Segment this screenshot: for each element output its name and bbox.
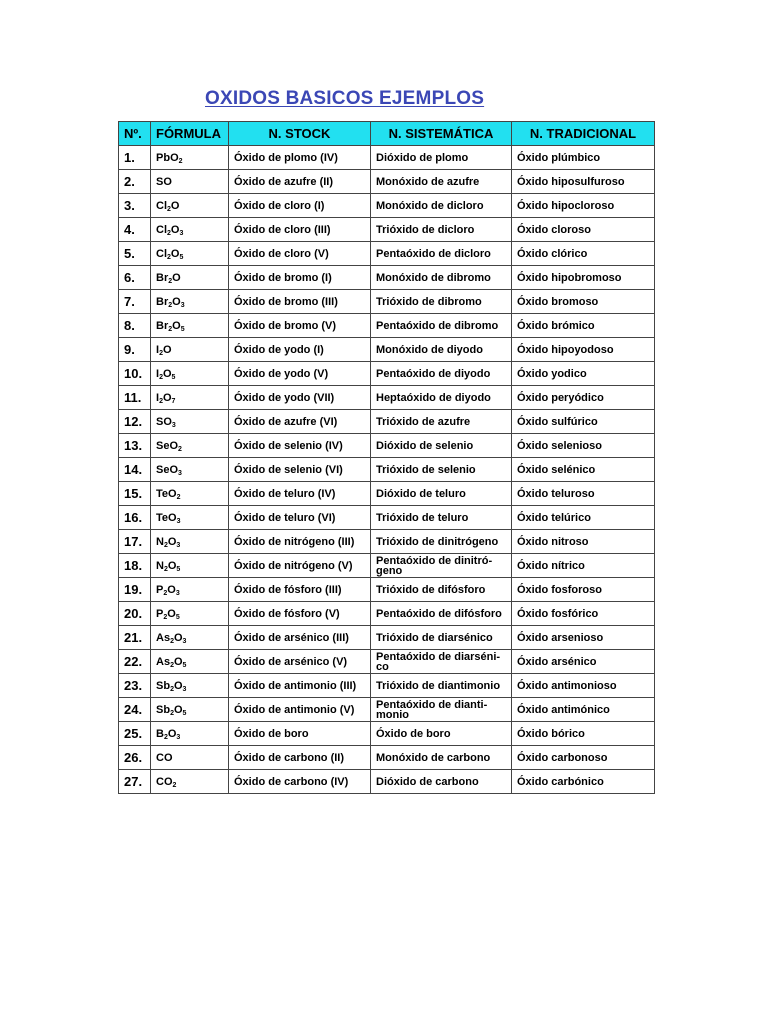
row-number: 15. [119,482,151,506]
systematic-name-text: Pentaóxido de dibromo [376,319,499,332]
systematic-name-text: Trióxido de diarsénico [376,631,493,644]
row-stock-name: Óxido de bromo (I) [229,266,371,290]
row-traditional-name: Óxido hipobromoso [512,266,655,290]
row-stock-name: Óxido de plomo (IV) [229,146,371,170]
row-systematic-name [371,554,512,578]
row-number: 26. [119,746,151,770]
row-number: 17. [119,530,151,554]
row-number: 20. [119,602,151,626]
row-stock-name: Óxido de yodo (V) [229,362,371,386]
formula-symbol: O [173,679,183,692]
row-number: 9. [119,338,151,362]
formula-symbol: O [170,151,179,164]
table-row [119,746,655,770]
row-traditional-name: Óxido arsenioso [512,626,655,650]
table-row [119,506,655,530]
formula-subscript: 2 [168,325,173,333]
row-systematic-name [371,170,512,194]
formula-symbol: O [172,295,181,308]
row-systematic-name [371,602,512,626]
row-number: 7. [119,290,151,314]
row-stock-name: Óxido de bromo (III) [229,290,371,314]
table-row [119,530,655,554]
row-traditional-name: Óxido carbonoso [512,746,655,770]
row-formula [151,146,229,170]
table-row [119,482,655,506]
row-stock-name: Óxido de teluro (IV) [229,482,371,506]
formula-symbol: Br [156,319,169,332]
formula-symbol: I [156,343,160,356]
row-systematic-name [371,458,512,482]
formula-subscript: 2 [159,349,163,357]
oxides-table [118,121,655,794]
row-systematic-name [371,218,512,242]
row-systematic-name [371,578,512,602]
formula-symbol: Br [156,271,169,284]
row-formula [151,722,229,746]
row-traditional-name: Óxido selenioso [512,434,655,458]
formula-subscript: 2 [163,565,168,573]
row-number: 23. [119,674,151,698]
row-systematic-name [371,146,512,170]
row-formula [151,386,229,410]
row-stock-name: Óxido de carbono (II) [229,746,371,770]
formula-subscript: 2 [163,733,168,741]
row-formula [151,578,229,602]
formula-symbol: As [156,655,171,668]
table-row [119,362,655,386]
formula-subscript: 5 [179,253,184,261]
formula-subscript: 2 [167,229,171,237]
header-formula: FÓRMULA [151,122,229,146]
row-number: 2. [119,170,151,194]
row-systematic-name [371,314,512,338]
table-header-row [119,122,655,146]
row-traditional-name: Óxido hipocloroso [512,194,655,218]
formula-symbol: SeO [156,439,179,452]
row-stock-name: Óxido de arsénico (III) [229,626,371,650]
formula-subscript: 2 [163,613,168,621]
row-traditional-name: Óxido bromoso [512,290,655,314]
row-traditional-name: Óxido carbónico [512,770,655,794]
formula-symbol: N [156,559,164,572]
formula-subscript: 2 [168,301,173,309]
table-row [119,722,655,746]
systematic-name-text: Pentaóxido de dinitró-geno [376,554,493,577]
row-traditional-name: Óxido antimónico [512,698,655,722]
formula-subscript: 3 [176,517,181,525]
formula-symbol: As [156,631,171,644]
row-formula [151,170,229,194]
row-systematic-name [371,242,512,266]
formula-symbol: O [170,247,180,260]
row-number: 14. [119,458,151,482]
row-systematic-name [371,410,512,434]
row-formula [151,530,229,554]
formula-subscript: 2 [167,205,171,213]
row-stock-name: Óxido de yodo (I) [229,338,371,362]
formula-symbol: P [156,583,164,596]
formula-subscript: 5 [182,709,187,717]
formula-subscript: 2 [178,445,182,453]
table-row [119,698,655,722]
formula-subscript: 3 [179,229,184,237]
row-systematic-name [371,194,512,218]
row-traditional-name: Óxido fosforoso [512,578,655,602]
table-row [119,626,655,650]
table-row [119,386,655,410]
row-stock-name: Óxido de nitrógeno (III) [229,530,371,554]
formula-subscript: 5 [182,661,187,669]
table-row [119,770,655,794]
systematic-name-text: Trióxido de difósforo [376,583,486,596]
systematic-name-text: Pentaóxido de dianti-monio [376,698,488,721]
formula-symbol: O [170,223,180,236]
row-traditional-name: Óxido antimonioso [512,674,655,698]
row-traditional-name: Óxido peryódico [512,386,655,410]
formula-symbol: TeO [156,487,177,500]
formula-subscript: 5 [180,325,185,333]
header-number: Nº. [119,122,151,146]
row-number: 22. [119,650,151,674]
formula-symbol: O [162,367,172,380]
formula-symbol: TeO [156,511,177,524]
formula-subscript: 2 [163,541,168,549]
formula-subscript: 7 [171,397,176,405]
systematic-name-text: Trióxido de dinitrógeno [376,535,499,548]
formula-symbol: O [167,535,177,548]
row-traditional-name: Óxido cloroso [512,218,655,242]
row-stock-name: Óxido de selenio (IV) [229,434,371,458]
row-systematic-name [371,746,512,770]
formula-symbol: Cl [156,199,167,212]
row-stock-name: Óxido de azufre (VI) [229,410,371,434]
formula-symbol: Cl [156,223,167,236]
row-formula [151,602,229,626]
systematic-name-text: Trióxido de dicloro [376,223,475,236]
formula-subscript: 3 [176,733,181,741]
formula-subscript: 2 [176,493,181,501]
systematic-name-text: Trióxido de selenio [376,463,476,476]
formula-symbol: P [156,607,164,620]
row-systematic-name [371,362,512,386]
formula-subscript: 5 [175,613,180,621]
systematic-name-text: Monóxido de carbono [376,751,491,764]
systematic-name-text: Trióxido de dibromo [376,295,482,308]
formula-symbol: O [173,655,183,668]
row-formula [151,626,229,650]
formula-symbol: Cl [156,247,167,260]
row-number: 5. [119,242,151,266]
systematic-name-text: Pentaóxido de dicloro [376,247,491,260]
formula-subscript: 3 [178,469,182,477]
row-stock-name: Óxido de nitrógeno (V) [229,554,371,578]
row-number: 8. [119,314,151,338]
row-systematic-name [371,434,512,458]
table-row [119,314,655,338]
row-systematic-name [371,266,512,290]
row-formula [151,482,229,506]
table-row [119,602,655,626]
row-formula [151,770,229,794]
row-systematic-name [371,770,512,794]
formula-subscript: 2 [172,781,177,789]
formula-subscript: 3 [171,421,176,429]
row-systematic-name [371,722,512,746]
row-number: 6. [119,266,151,290]
formula-subscript: 2 [170,637,174,645]
row-number: 3. [119,194,151,218]
table-row [119,458,655,482]
row-traditional-name: Óxido fosfórico [512,602,655,626]
row-formula [151,650,229,674]
formula-subscript: 5 [176,565,181,573]
formula-symbol: O [172,271,181,284]
row-traditional-name: Óxido clórico [512,242,655,266]
row-stock-name: Óxido de boro [229,722,371,746]
table-row [119,554,655,578]
systematic-name-text: Pentaóxido de difósforo [376,607,502,620]
row-stock-name: Óxido de selenio (VI) [229,458,371,482]
row-stock-name: Óxido de cloro (V) [229,242,371,266]
row-stock-name: Óxido de carbono (IV) [229,770,371,794]
row-number: 11. [119,386,151,410]
row-traditional-name: Óxido hiposulfuroso [512,170,655,194]
row-stock-name: Óxido de fósforo (V) [229,602,371,626]
systematic-name-text: Monóxido de diyodo [376,343,483,356]
formula-symbol: Br [156,295,169,308]
row-formula [151,674,229,698]
formula-symbol: O [167,583,176,596]
formula-subscript: 2 [178,157,183,165]
row-number: 4. [119,218,151,242]
row-formula [151,290,229,314]
systematic-name-text: Dióxido de carbono [376,775,479,788]
formula-symbol: O [172,319,181,332]
header-stock: N. STOCK [229,122,371,146]
row-systematic-name [371,338,512,362]
formula-subscript: 3 [176,541,181,549]
row-traditional-name: Óxido telúrico [512,506,655,530]
formula-symbol: O [167,727,177,740]
row-number: 1. [119,146,151,170]
table-row [119,578,655,602]
formula-symbol: CO [156,775,173,788]
formula-symbol: O [162,391,172,404]
table-row [119,170,655,194]
row-formula [151,434,229,458]
formula-symbol: B [156,727,164,740]
row-traditional-name: Óxido selénico [512,458,655,482]
formula-subscript: 2 [163,589,168,597]
row-number: 16. [119,506,151,530]
systematic-name-text: Dióxido de selenio [376,439,474,452]
row-formula [151,218,229,242]
row-stock-name: Óxido de antimonio (V) [229,698,371,722]
row-stock-name: Óxido de yodo (VII) [229,386,371,410]
table-row [119,266,655,290]
formula-symbol: O [170,199,180,212]
row-formula [151,410,229,434]
row-formula [151,506,229,530]
row-number: 19. [119,578,151,602]
systematic-name-text: Trióxido de azufre [376,415,471,428]
formula-subscript: 2 [168,277,173,285]
systematic-name-text: Dióxido de plomo [376,151,469,164]
formula-symbol: O [167,607,176,620]
row-systematic-name [371,650,512,674]
row-systematic-name [371,530,512,554]
formula-symbol: SO [156,175,172,188]
row-formula [151,698,229,722]
formula-symbol: Pb [156,151,171,164]
row-systematic-name [371,506,512,530]
row-number: 21. [119,626,151,650]
row-systematic-name [371,386,512,410]
row-traditional-name: Óxido hipoyodoso [512,338,655,362]
row-systematic-name [371,698,512,722]
formula-subscript: 2 [170,685,174,693]
row-systematic-name [371,290,512,314]
formula-symbol: SO [156,415,172,428]
row-formula [151,746,229,770]
row-stock-name: Óxido de arsénico (V) [229,650,371,674]
row-number: 18. [119,554,151,578]
systematic-name-text: Óxido de boro [376,727,451,740]
row-traditional-name: Óxido yodico [512,362,655,386]
table-row [119,410,655,434]
table-row [119,434,655,458]
page-title: OXIDOS BASICOS EJEMPLOS [205,88,485,109]
row-formula [151,242,229,266]
row-traditional-name: Óxido plúmbico [512,146,655,170]
row-formula [151,314,229,338]
row-systematic-name [371,626,512,650]
row-formula [151,194,229,218]
table-row [119,218,655,242]
row-number: 13. [119,434,151,458]
formula-subscript: 3 [182,685,187,693]
row-formula [151,362,229,386]
row-number: 25. [119,722,151,746]
row-systematic-name [371,674,512,698]
formula-symbol: O [173,631,183,644]
formula-subscript: 3 [182,637,187,645]
systematic-name-text: Trióxido de diantimonio [376,679,501,692]
row-traditional-name: Óxido arsénico [512,650,655,674]
table-row [119,338,655,362]
systematic-name-text: Monóxido de dibromo [376,271,491,284]
table-body [119,146,655,794]
formula-symbol: SeO [156,463,179,476]
formula-symbol: O [173,703,183,716]
formula-subscript: 3 [175,589,180,597]
formula-symbol: Sb [156,679,171,692]
row-stock-name: Óxido de teluro (VI) [229,506,371,530]
formula-subscript: 2 [159,397,163,405]
header-tradicional: N. TRADICIONAL [512,122,655,146]
systematic-name-text: Dióxido de teluro [376,487,466,500]
row-stock-name: Óxido de bromo (V) [229,314,371,338]
row-formula [151,266,229,290]
row-stock-name: Óxido de azufre (II) [229,170,371,194]
row-traditional-name: Óxido nitroso [512,530,655,554]
systematic-name-text: Pentaóxido de diyodo [376,367,491,380]
table-row [119,674,655,698]
formula-symbol: I [156,367,160,380]
row-stock-name: Óxido de antimonio (III) [229,674,371,698]
systematic-name-text: Pentaóxido de diarséni-co [376,650,501,673]
table-row [119,242,655,266]
systematic-name-text: Monóxido de dicloro [376,199,484,212]
row-formula [151,338,229,362]
formula-subscript: 5 [171,373,176,381]
formula-subscript: 2 [170,709,174,717]
formula-symbol: CO [156,751,173,764]
formula-subscript: 2 [159,373,163,381]
row-traditional-name: Óxido sulfúrico [512,410,655,434]
row-number: 12. [119,410,151,434]
table-row [119,146,655,170]
row-number: 10. [119,362,151,386]
formula-symbol: N [156,535,164,548]
row-traditional-name: Óxido teluroso [512,482,655,506]
row-formula [151,554,229,578]
row-stock-name: Óxido de cloro (III) [229,218,371,242]
row-systematic-name [371,482,512,506]
formula-symbol: O [162,343,172,356]
systematic-name-text: Heptaóxido de diyodo [376,391,491,404]
row-number: 24. [119,698,151,722]
table-row [119,290,655,314]
row-number: 27. [119,770,151,794]
row-traditional-name: Óxido nítrico [512,554,655,578]
systematic-name-text: Monóxido de azufre [376,175,480,188]
header-sistematica: N. SISTEMÁTICA [371,122,512,146]
row-traditional-name: Óxido brómico [512,314,655,338]
formula-subscript: 2 [170,661,174,669]
formula-symbol: O [167,559,177,572]
systematic-name-text: Trióxido de teluro [376,511,469,524]
formula-symbol: I [156,391,160,404]
formula-subscript: 3 [180,301,185,309]
formula-symbol: Sb [156,703,171,716]
formula-subscript: 2 [167,253,171,261]
table-row [119,194,655,218]
row-formula [151,458,229,482]
row-stock-name: Óxido de fósforo (III) [229,578,371,602]
row-traditional-name: Óxido bórico [512,722,655,746]
table-row [119,650,655,674]
row-stock-name: Óxido de cloro (I) [229,194,371,218]
